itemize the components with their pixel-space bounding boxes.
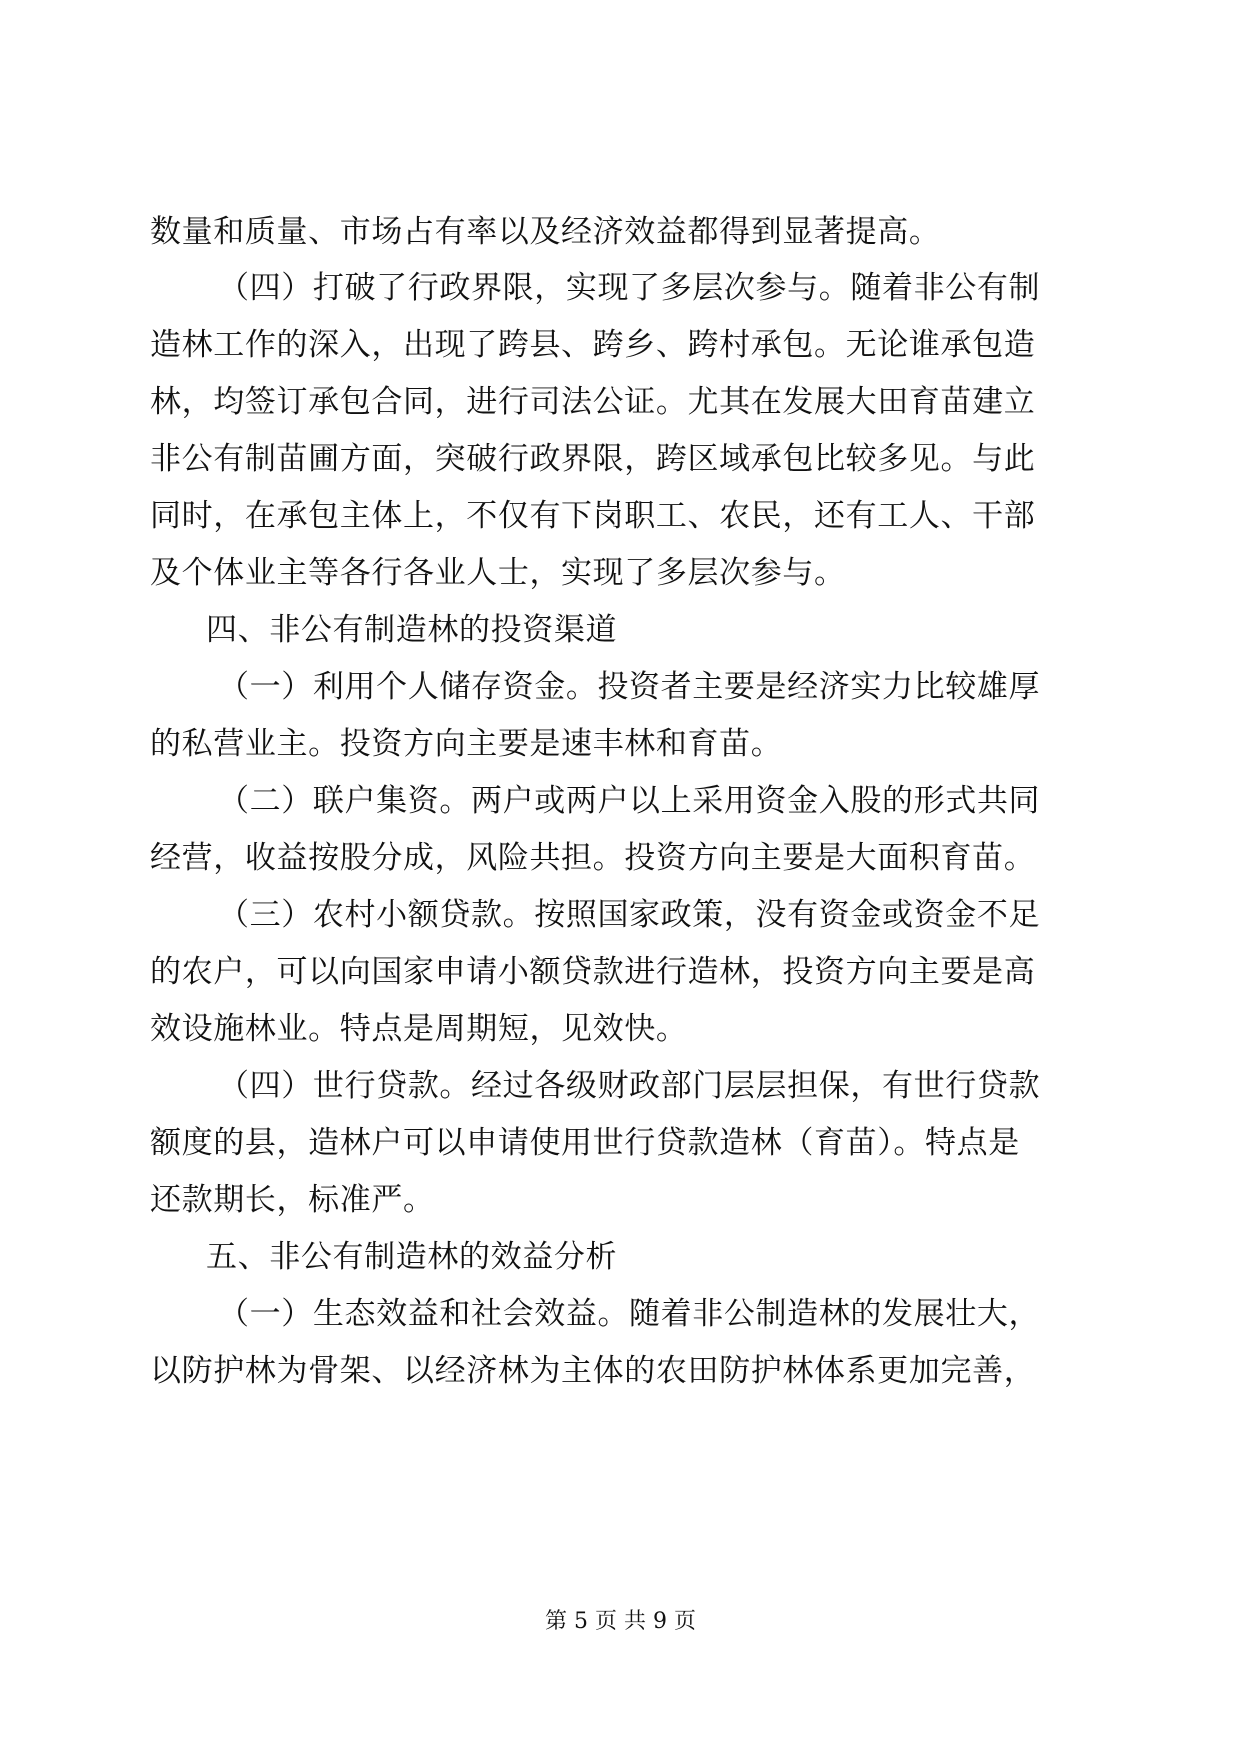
- body-text-line: （一）利用个人储存资金。投资者主要是经济实力比较雄厚: [218, 669, 1041, 705]
- body-text-line: 的农户，可以向国家申请小额贷款进行造林，投资方向主要是高: [150, 954, 1036, 990]
- body-text-line: 还款期长，标准严。: [150, 1182, 435, 1218]
- body-text-line: （四）世行贷款。经过各级财政部门层层担保，有世行贷款: [218, 1068, 1041, 1104]
- body-text-line: 造林工作的深入，出现了跨县、跨乡、跨村承包。无论谁承包造: [150, 327, 1036, 363]
- section-heading: 五、非公有制造林的效益分析: [206, 1239, 618, 1275]
- body-text-line: 非公有制苗圃方面，突破行政界限，跨区域承包比较多见。与此: [150, 441, 1036, 477]
- body-text-line: 效设施林业。特点是周期短，见效快。: [150, 1011, 688, 1047]
- body-text-line: 林，均签订承包合同，进行司法公证。尤其在发展大田育苗建立: [150, 384, 1036, 420]
- body-text-line: （二）联户集资。两户或两户以上采用资金入股的形式共同: [218, 783, 1041, 819]
- page-number-footer: 第 5 页 共 9 页: [545, 1609, 696, 1634]
- body-text-line: 以防护林为骨架、以经济林为主体的农田防护林体系更加完善，: [150, 1353, 1036, 1389]
- section-heading: 四、非公有制造林的投资渠道: [206, 612, 618, 648]
- body-text-line: （一）生态效益和社会效益。随着非公制造林的发展壮大，: [218, 1296, 1041, 1332]
- body-text-line: 同时，在承包主体上，不仅有下岗职工、农民，还有工人、干部: [150, 498, 1036, 534]
- body-text-line: （三）农村小额贷款。按照国家政策，没有资金或资金不足: [218, 897, 1041, 933]
- body-text-line: 数量和质量、市场占有率以及经济效益都得到显著提高。: [150, 214, 941, 250]
- body-text-line: 的私营业主。投资方向主要是速丰林和育苗。: [150, 726, 783, 762]
- body-text-line: （四）打破了行政界限，实现了多层次参与。随着非公有制: [218, 270, 1041, 306]
- body-text-line: 及个体业主等各行各业人士，实现了多层次参与。: [150, 555, 846, 591]
- body-text-line: 经营，收益按股分成，风险共担。投资方向主要是大面积育苗。: [150, 840, 1036, 876]
- body-text-line: 额度的县，造林户可以申请使用世行贷款造林（育苗）。特点是: [150, 1125, 1020, 1161]
